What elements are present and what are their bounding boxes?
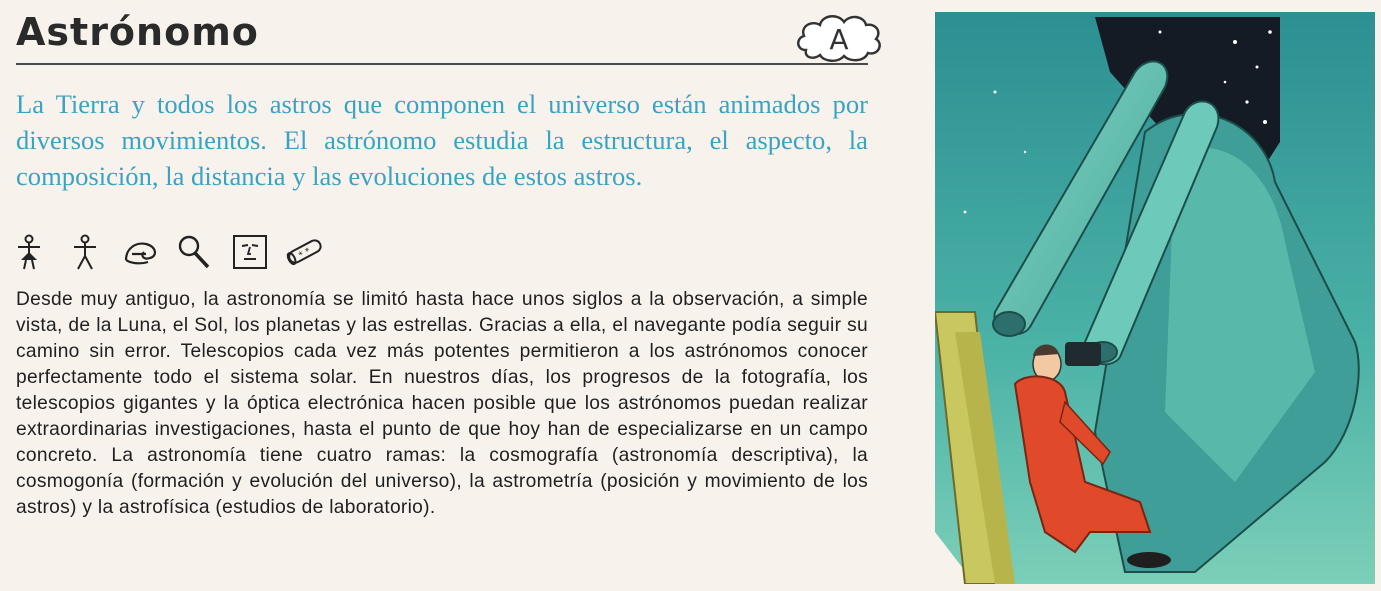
intro-paragraph: La Tierra y todos los astros que componen el universo están animados por diversos movimientos. El astrónomo estudia la estructura, el aspecto, la composición, la distancia y las evoluciones de estos astros.: [16, 89, 868, 191]
body-paragraph: Desde muy antiguo, la astronomía se limitó hasta hace unos siglos a la observación, a simple vista, de la Luna, el Sol, los planetas y las estrellas. Gracias a ella, el navegante podía seguir su camino sin error. Telescopios cada vez más potentes permitieron a los astrónomos conocer perfectamente todo el sistema solar. En nuestros días, los progresos de la fotografía, los telescopios gigantes y la óptica electrónica hacen posible que los astrónomos puedan realizar extraordinarias investigaciones, hasta el punto de que hoy han de especializarse en un campo concreto. La astronomía tiene cuatro ramas: la cosmografía (astronomía descriptiva), la cosmogonía (formación y evolución del universo), la astrometría (posición y movimiento de los astros) y la astrofísica (estudios de laboratorio).: [16, 289, 868, 518]
magnifier-icon: [176, 234, 212, 270]
profile-icons: [16, 234, 356, 274]
face-card-icon: [232, 234, 268, 270]
woman-icon: [16, 234, 42, 270]
observatory-illustration: [935, 12, 1375, 584]
cloud-badge-icon: [792, 10, 886, 66]
svg-text:* *: * *: [297, 246, 313, 261]
letter-badge-text: A: [829, 23, 849, 56]
letter-badge: [792, 10, 886, 66]
hand-icon: [122, 234, 162, 270]
telescope-icon: [282, 234, 326, 270]
astronomer-illustration: [935, 12, 1375, 584]
page-title: Astrónomo: [16, 10, 259, 54]
title-rule: [16, 63, 868, 65]
man-icon: [72, 234, 98, 270]
article: [16, 0, 872, 591]
